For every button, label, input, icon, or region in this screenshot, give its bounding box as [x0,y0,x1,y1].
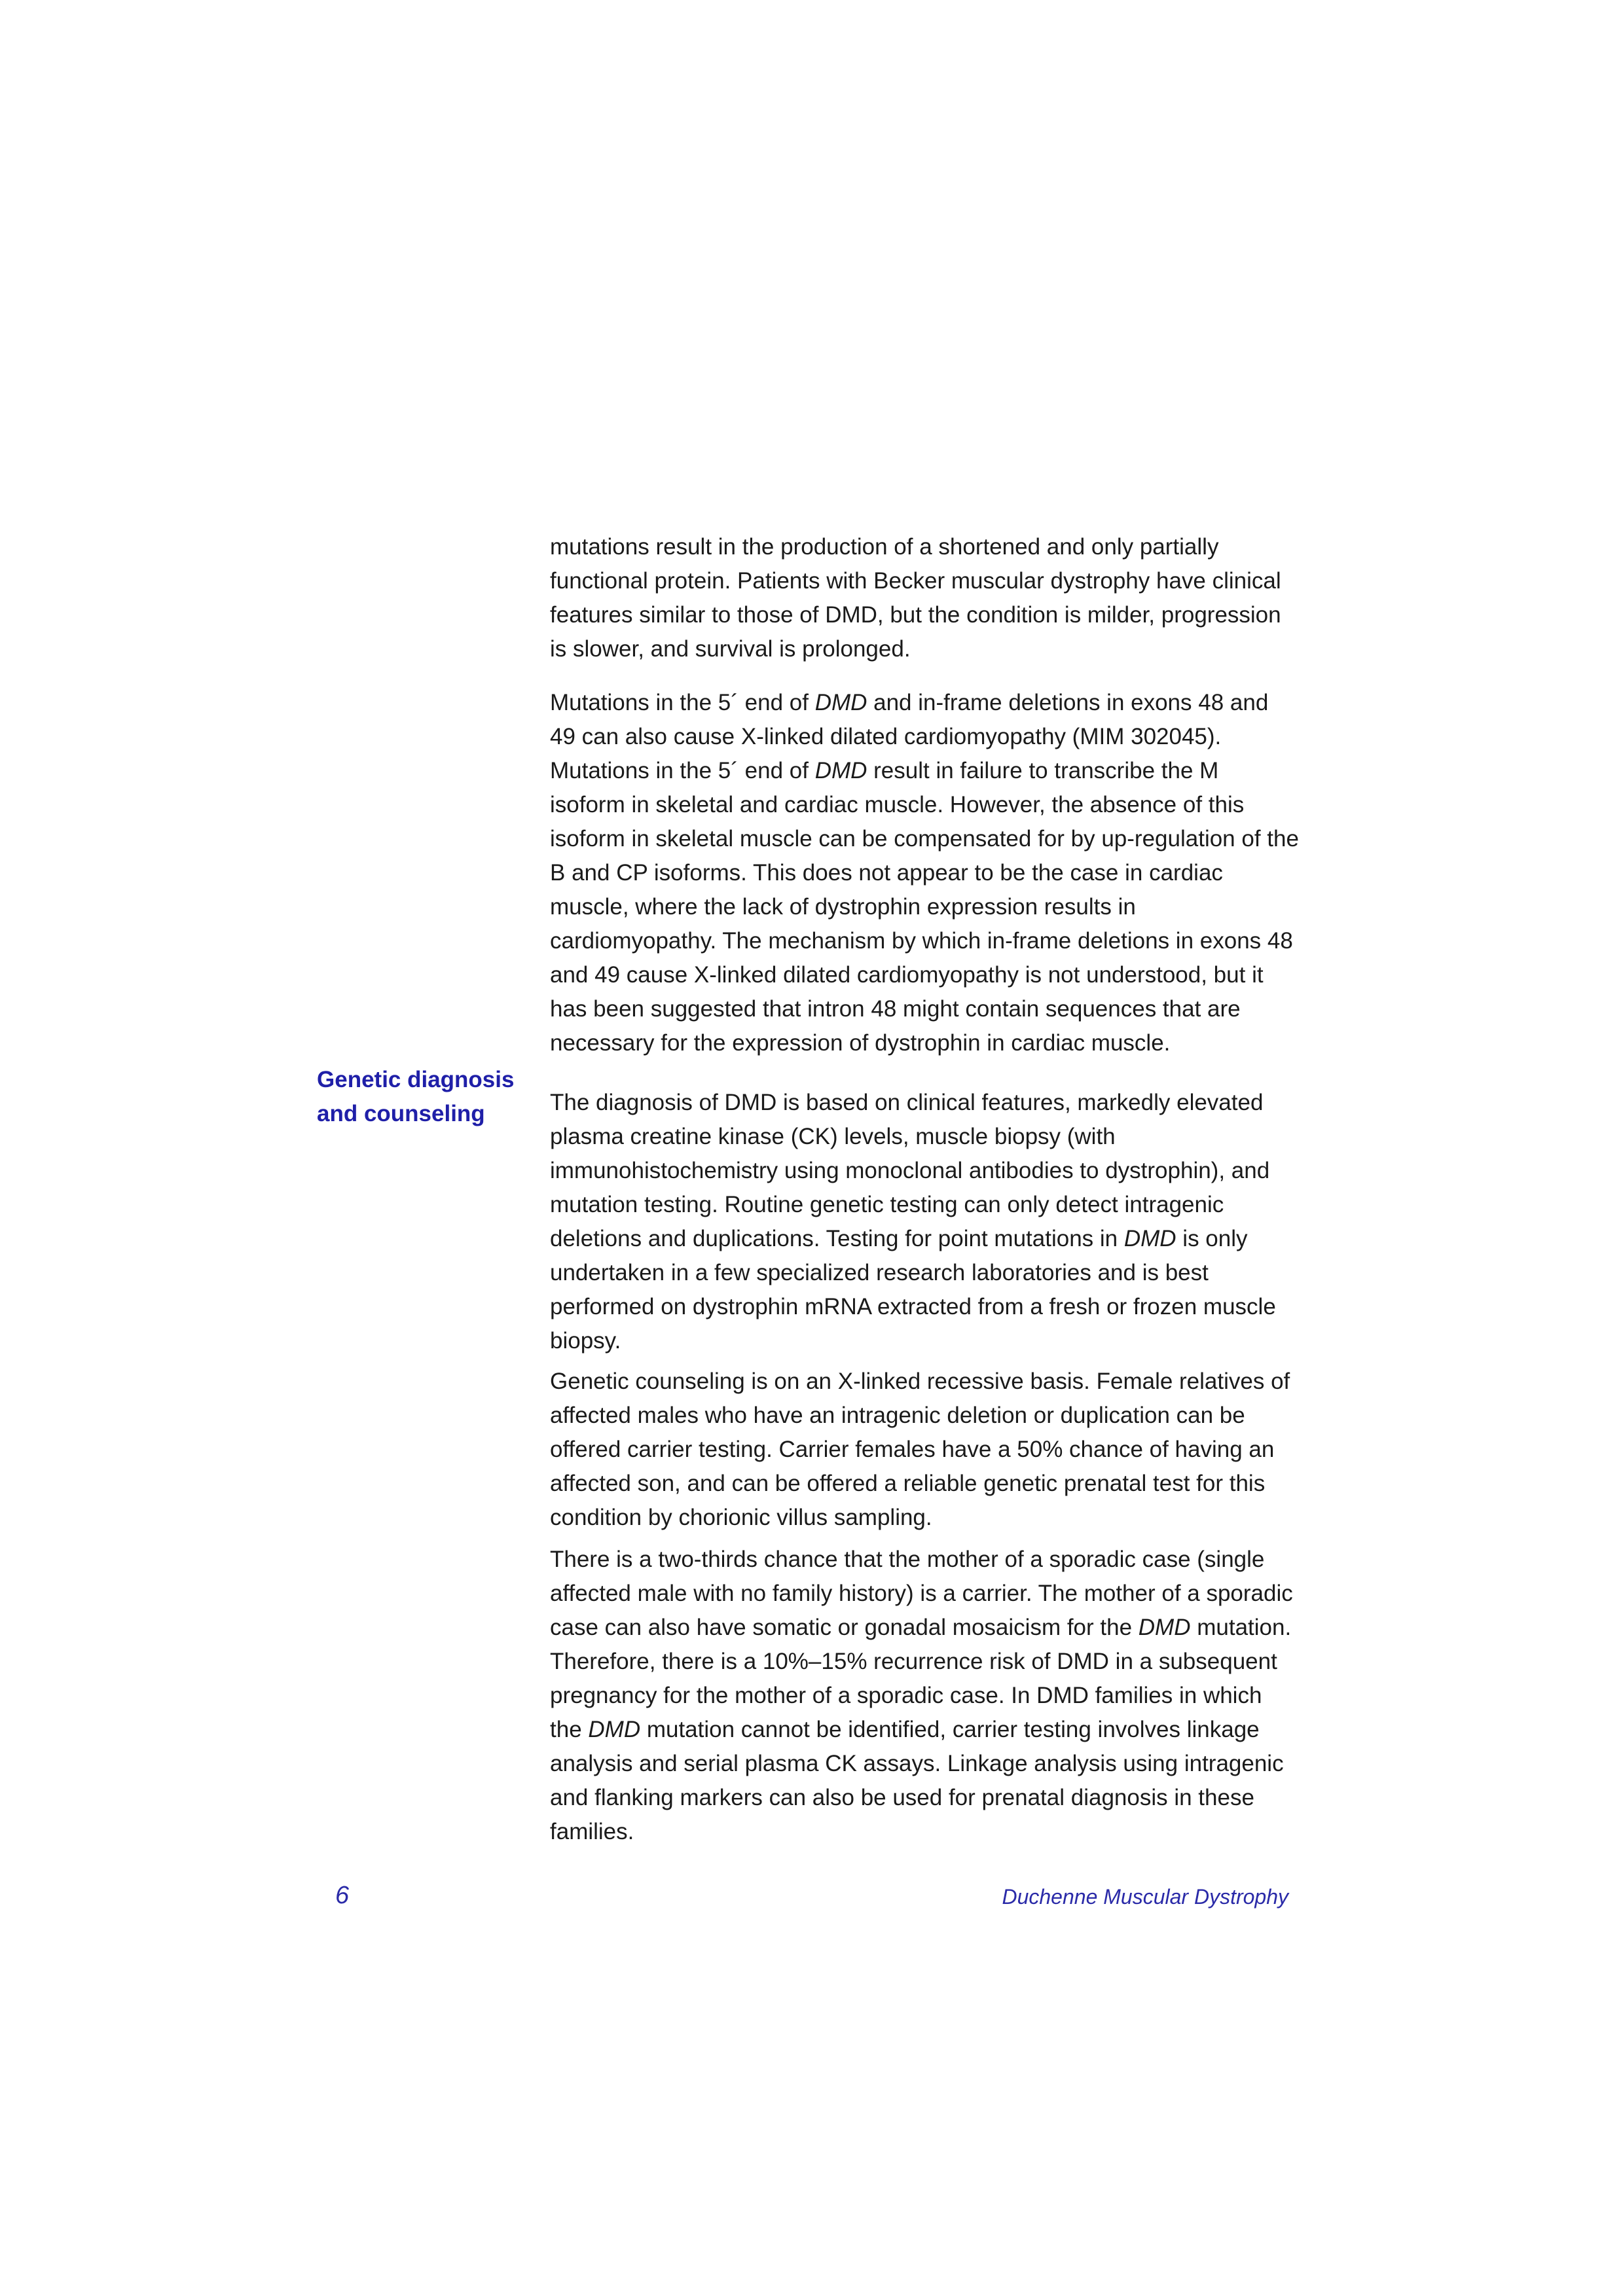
paragraph-text-segment: and in-frame deletions in exons 48 and 49 can also cause X-linked dilated cardiomyopathy (MIM 302045). Mutations in the 5´ end of [550,690,1269,783]
gene-symbol: DMD [1138,1615,1191,1640]
paragraph-text-segment: mutation cannot be identified, carrier testing involves linkage analysis and serial plasma CK assays. Linkage analysis using intragenic and flanking markers can also be used for prenatal diagnosis in these families. [550,1717,1284,1844]
gene-symbol: DMD [814,690,867,715]
running-title: Duchenne Muscular Dystrophy [1002,1885,1288,1909]
paragraph-counseling [550,1365,1300,1535]
paragraph-text-segment: is only undertaken in a few specialized research laboratories and is best performed on dystrophin mRNA extracted from a fresh or frozen muscle biopsy. [550,1226,1276,1354]
gene-symbol: DMD [1123,1226,1176,1251]
paragraph-text-segment: There is a two-thirds chance that the mother of a sporadic case (single affected male with no family history) is a carrier. The mother of a sporadic case can also have somatic or gonadal mosaicism for the [550,1547,1293,1640]
section-heading-genetic-diagnosis: Genetic diagnosis and counseling [317,1067,515,1126]
paragraph-becker-continuation [550,530,1300,666]
paragraph-sporadic-case [550,1543,1300,1849]
paragraph-text-segment: The diagnosis of DMD is based on clinical features, markedly elevated plasma creatine kinase (CK) levels, muscle biopsy (with immunohistochemistry using monoclonal antibodies to dystrophin), and mutation testing. Routine genetic testing can only detect intragenic deletions and duplications. Testing for point mutations in [550,1090,1270,1251]
paragraph-text-segment: mutation. Therefore, there is a 10%–15% recurrence risk of DMD in a subsequent pregnancy for the mother of a sporadic case. In DMD families in which the [550,1615,1292,1742]
paragraph-diagnosis [550,1086,1300,1358]
paragraph-text: mutations result in the production of a shortened and only partially functional protein. Patients with Becker muscular dystrophy have clinical features similar to those of DMD, but the condition is milder, progression is slower, and survival is prolonged. [550,534,1281,662]
paragraph-cardiomyopathy [550,686,1300,1060]
page-number: 6 [335,1882,350,1909]
paragraph-text: Genetic counseling is on an X-linked recessive basis. Female relatives of affected males who have an intragenic deletion or duplication can be offered carrier testing. Carrier females have a 50% chance of having an affected son, and can be offered a reliable genetic prenatal test for this condition by chorionic villus sampling. [550,1369,1290,1530]
gene-symbol: DMD [814,758,867,783]
paragraph-text-segment: result in failure to transcribe the M isoform in skeletal and cardiac muscle. However, the absence of this isoform in skeletal muscle can be compensated for by up-regulation of the B and CP isoforms. This does not appear to be the case in cardiac muscle, where the lack of dystrophin expression results in cardiomyopathy. The mechanism by which in-frame deletions in exons 48 and 49 cause X-linked dilated cardiomyopathy is not understood, but it has been suggested that intron 48 might contain sequences that are necessary for the expression of dystrophin in cardiac muscle. [550,758,1299,1056]
paragraph-text-segment: Mutations in the 5´ end of [550,690,815,715]
gene-symbol: DMD [588,1717,641,1742]
